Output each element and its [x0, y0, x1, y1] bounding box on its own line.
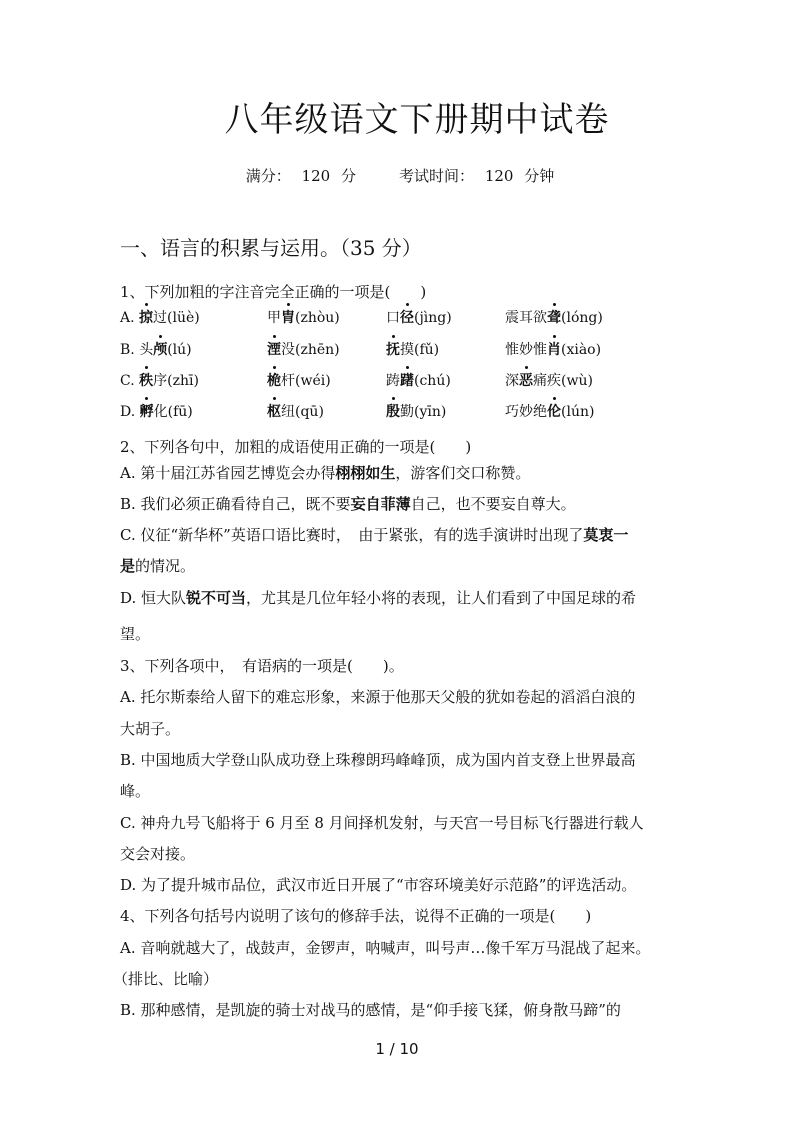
q1-a-2: 甲胄(zhòu): [267, 307, 340, 327]
q2-option-b: B. 我们必须正确看待自己，既不要妄自菲薄自己，也不要妄自尊大。: [120, 495, 576, 513]
q1-c-3: 踌躇(chú): [386, 370, 451, 390]
q4-option-a-cont: （排比、比喻）: [113, 970, 219, 988]
page-number: 1 / 10: [375, 1040, 419, 1058]
q3-option-a-cont: 大胡子。: [120, 720, 181, 738]
section-heading: 一、语言的积累与运用。（35 分）: [120, 236, 422, 260]
q1-d-1: D. 孵化(fū): [120, 401, 193, 421]
q2-option-d-cont: 望。: [120, 625, 151, 643]
q1-b-4: 惟妙惟肖(xiào): [505, 339, 601, 359]
time-value: 120 分钟: [484, 167, 555, 185]
q3-option-b: B. 中国地质大学登山队成功登上珠穆朗玛峰峰顶，成为国内首支登上世界最高: [120, 751, 636, 769]
q3-stem: 3、下列各项中， 有语病的一项是( )。: [120, 657, 404, 675]
q3-option-a: A. 托尔斯泰给人留下的难忘形象，来源于他那天父般的犹如卷起的滔滔白浪的: [120, 688, 636, 706]
page-title: 八年级语文下册期中试卷: [224, 100, 610, 140]
q4-stem: 4、下列各句括号内说明了该句的修辞手法，说得不正确的一项是( ): [120, 907, 592, 925]
q1-d-2: 枢纽(qū): [267, 401, 324, 421]
q1-c-4: 深恶痛疾(wù): [505, 370, 593, 390]
q3-option-b-cont: 峰。: [120, 782, 151, 800]
q1-a-3: 口径(jìng): [386, 307, 452, 327]
q3-option-d: D. 为了提升城市品位，武汉市近日开展了“市容环境美好示范路”的评选活动。: [120, 876, 637, 894]
q1-a-4: 震耳欲聋(lóng): [505, 307, 603, 327]
q2-option-c-cont: 是的情况。: [120, 557, 196, 575]
exam-info: [0, 165, 794, 186]
q1-stem: 1、下列加粗的字注音完全正确的一项是( ): [120, 283, 427, 301]
q1-a-1: A. 掠过(lüè): [120, 307, 200, 327]
q1-d-3: 殷勤(yīn): [386, 401, 446, 421]
q2-option-c: C. 仪征“新华杯”英语口语比赛时， 由于紧张，有的选手演讲时出现了莫衷一: [120, 526, 629, 544]
q2-option-d: D. 恒大队锐不可当，尤其是几位年轻小将的表现，让人们看到了中国足球的希: [120, 589, 637, 607]
q2-stem: 2、下列各句中，加粗的成语使用正确的一项是( ): [120, 438, 472, 456]
q3-option-c-cont: 交会对接。: [120, 845, 196, 863]
q3-option-c: C. 神舟九号飞船将于 6 月至 8 月间择机发射，与天宫一号目标飞行器进行载人: [120, 814, 644, 832]
q2-option-a: A. 第十届江苏省园艺博览会办得栩栩如生，游客们交口称赞。: [120, 464, 531, 482]
q4-option-a: A. 音响就越大了，战鼓声，金锣声，呐喊声，叫号声…像千军万马混战了起来。: [120, 939, 651, 957]
q1-b-1: B. 头颅(lú): [120, 339, 192, 359]
q1-b-3: 抚摸(fǔ): [386, 339, 439, 359]
q1-c-2: 桅杆(wéi): [267, 370, 331, 390]
q1-d-4: 巧妙绝伦(lún): [505, 401, 594, 421]
q1-c-1: C. 秩序(zhī): [120, 370, 199, 390]
q1-b-2: 湮没(zhēn): [267, 339, 340, 359]
time-label: 考试时间：: [399, 167, 475, 185]
score-value: 120 分: [301, 167, 356, 185]
score-label: 满分：: [245, 167, 291, 185]
q4-option-b: B. 那种感情，是凯旋的骑士对战马的感情，是“仰手接飞猱，俯身散马蹄”的: [120, 1001, 621, 1019]
